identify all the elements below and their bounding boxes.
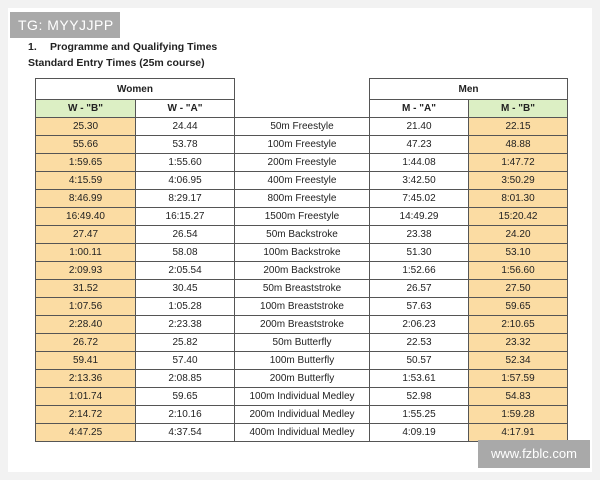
telegram-badge: TG: MYYJJPP (10, 12, 120, 38)
time-w-b: 2:13.36 (36, 370, 136, 388)
time-m-b: 27.50 (469, 280, 568, 298)
time-w-a: 30.45 (136, 280, 235, 298)
time-w-b: 4:47.25 (36, 424, 136, 442)
table-row (36, 244, 568, 262)
event-name: 100m Freestyle (235, 136, 370, 154)
time-m-a: 50.57 (370, 352, 469, 370)
table-row (36, 172, 568, 190)
time-m-b: 59.65 (469, 298, 568, 316)
time-m-b: 24.20 (469, 226, 568, 244)
time-m-b: 54.83 (469, 388, 568, 406)
time-m-b: 48.88 (469, 136, 568, 154)
col-header-m-b: M - "B" (469, 100, 568, 118)
event-name: 50m Breaststroke (235, 280, 370, 298)
col-header-m-a: M - "A" (370, 100, 469, 118)
time-w-b: 2:28.40 (36, 316, 136, 334)
time-w-b: 2:09.93 (36, 262, 136, 280)
table-row (36, 208, 568, 226)
time-m-a: 57.63 (370, 298, 469, 316)
table-row (36, 298, 568, 316)
time-w-a: 2:05.54 (136, 262, 235, 280)
table-row (36, 424, 568, 442)
section-number: 1. (28, 41, 37, 53)
time-w-a: 26.54 (136, 226, 235, 244)
event-group-header (235, 79, 370, 100)
time-w-a: 24.44 (136, 118, 235, 136)
event-name: 50m Backstroke (235, 226, 370, 244)
col-header-w-b: W - "B" (36, 100, 136, 118)
time-m-a: 14:49.29 (370, 208, 469, 226)
table-row (36, 154, 568, 172)
time-m-b: 1:59.28 (469, 406, 568, 424)
column-header-row (36, 100, 568, 118)
time-m-a: 47.23 (370, 136, 469, 154)
event-name: 50m Butterfly (235, 334, 370, 352)
time-w-a: 2:23.38 (136, 316, 235, 334)
time-w-a: 58.08 (136, 244, 235, 262)
table-row (36, 118, 568, 136)
time-w-a: 2:10.16 (136, 406, 235, 424)
time-w-b: 16:49.40 (36, 208, 136, 226)
time-m-b: 8:01.30 (469, 190, 568, 208)
table-row (36, 388, 568, 406)
time-m-a: 4:09.19 (370, 424, 469, 442)
time-w-b: 1:59.65 (36, 154, 136, 172)
time-w-a: 2:08.85 (136, 370, 235, 388)
time-w-a: 25.82 (136, 334, 235, 352)
time-m-a: 1:44.08 (370, 154, 469, 172)
table-row (36, 262, 568, 280)
time-m-b: 52.34 (469, 352, 568, 370)
table-row (36, 370, 568, 388)
time-m-a: 26.57 (370, 280, 469, 298)
qualifying-times-table (35, 78, 568, 442)
time-m-b: 1:56.60 (469, 262, 568, 280)
time-m-a: 7:45.02 (370, 190, 469, 208)
time-w-b: 55.66 (36, 136, 136, 154)
time-m-a: 2:06.23 (370, 316, 469, 334)
time-m-a: 22.53 (370, 334, 469, 352)
event-name: 50m Freestyle (235, 118, 370, 136)
event-name: 200m Freestyle (235, 154, 370, 172)
time-m-b: 1:47.72 (469, 154, 568, 172)
group-header-row (36, 79, 568, 100)
time-m-b: 2:10.65 (469, 316, 568, 334)
time-m-a: 52.98 (370, 388, 469, 406)
section-title: Programme and Qualifying Times (50, 41, 218, 53)
table-caption: Standard Entry Times (25m course) (28, 57, 205, 69)
time-m-a: 1:53.61 (370, 370, 469, 388)
time-m-a: 1:52.66 (370, 262, 469, 280)
time-m-b: 15:20.42 (469, 208, 568, 226)
event-name: 200m Breaststroke (235, 316, 370, 334)
event-name: 100m Butterfly (235, 352, 370, 370)
time-w-a: 8:29.17 (136, 190, 235, 208)
time-w-a: 53.78 (136, 136, 235, 154)
time-w-b: 1:01.74 (36, 388, 136, 406)
website-watermark: www.fzblc.com (478, 440, 590, 468)
time-m-a: 23.38 (370, 226, 469, 244)
time-w-a: 59.65 (136, 388, 235, 406)
event-name: 100m Backstroke (235, 244, 370, 262)
event-name: 400m Freestyle (235, 172, 370, 190)
time-w-a: 1:55.60 (136, 154, 235, 172)
time-m-b: 22.15 (469, 118, 568, 136)
time-w-b: 26.72 (36, 334, 136, 352)
event-name: 1500m Freestyle (235, 208, 370, 226)
section-heading (28, 41, 217, 53)
time-w-b: 2:14.72 (36, 406, 136, 424)
time-w-b: 4:15.59 (36, 172, 136, 190)
time-m-a: 1:55.25 (370, 406, 469, 424)
time-w-a: 16:15.27 (136, 208, 235, 226)
time-m-b: 53.10 (469, 244, 568, 262)
time-m-b: 3:50.29 (469, 172, 568, 190)
time-w-b: 59.41 (36, 352, 136, 370)
event-name: 800m Freestyle (235, 190, 370, 208)
time-w-a: 1:05.28 (136, 298, 235, 316)
time-m-b: 1:57.59 (469, 370, 568, 388)
col-header-w-a: W - "A" (136, 100, 235, 118)
event-name: 200m Backstroke (235, 262, 370, 280)
time-w-a: 4:37.54 (136, 424, 235, 442)
time-w-b: 1:07.56 (36, 298, 136, 316)
women-group-header: Women (36, 79, 235, 100)
col-header-event (235, 100, 370, 118)
time-m-a: 3:42.50 (370, 172, 469, 190)
event-name: 100m Breaststroke (235, 298, 370, 316)
time-w-b: 25.30 (36, 118, 136, 136)
time-m-a: 51.30 (370, 244, 469, 262)
event-name: 200m Individual Medley (235, 406, 370, 424)
table-row (36, 280, 568, 298)
time-w-b: 1:00.11 (36, 244, 136, 262)
table-row (36, 334, 568, 352)
table-row (36, 190, 568, 208)
time-m-a: 21.40 (370, 118, 469, 136)
event-name: 200m Butterfly (235, 370, 370, 388)
event-name: 100m Individual Medley (235, 388, 370, 406)
time-w-a: 57.40 (136, 352, 235, 370)
time-m-b: 4:17.91 (469, 424, 568, 442)
table-row (36, 226, 568, 244)
table-row (36, 352, 568, 370)
time-w-b: 31.52 (36, 280, 136, 298)
table-row (36, 316, 568, 334)
time-w-b: 27.47 (36, 226, 136, 244)
time-w-b: 8:46.99 (36, 190, 136, 208)
table-row (36, 136, 568, 154)
table-row (36, 406, 568, 424)
time-m-b: 23.32 (469, 334, 568, 352)
event-name: 400m Individual Medley (235, 424, 370, 442)
men-group-header: Men (370, 79, 568, 100)
time-w-a: 4:06.95 (136, 172, 235, 190)
